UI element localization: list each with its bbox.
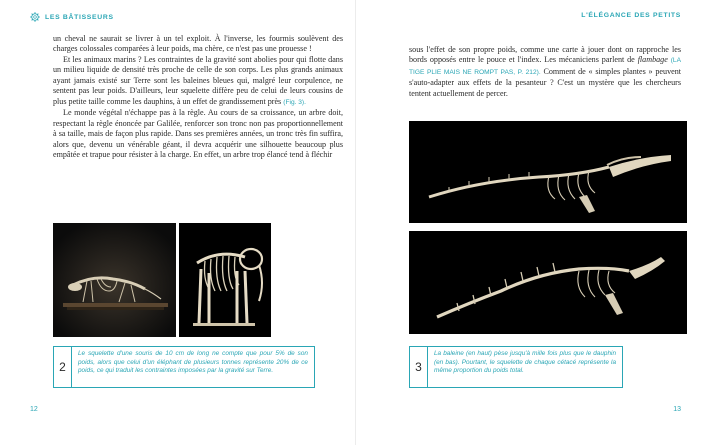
- dolphin-skeleton-photo: [409, 231, 687, 334]
- caption-text: La baleine (en haut) pèse jusqu'à mille fois plus que le dauphin (en bas). Pourtant, le squelette de chaque cétacé représente la même proportion du poids total.: [434, 350, 616, 375]
- left-running-header: [30, 12, 114, 22]
- caption-number: 2: [54, 347, 72, 387]
- page-number: 12: [30, 406, 38, 413]
- cross-reference[interactable]: (LA TIGE PLIE MAIS NE ROMPT PAS, P. 212).: [409, 57, 681, 76]
- mouse-skeleton-photo: [53, 223, 176, 337]
- right-body-text: [409, 45, 681, 99]
- section-title: LES BÂTISSEURS: [45, 13, 114, 21]
- left-body-text: [53, 34, 343, 160]
- paragraph: [409, 45, 681, 99]
- left-page: [0, 0, 355, 445]
- caption-number: 3: [410, 347, 428, 387]
- figure-reference[interactable]: (Fig. 3).: [283, 98, 306, 106]
- caption-text: Le squelette d'une souris de 10 cm de long ne compte que pour 5% de son poids, alors que celui d'un éléphant de plusieurs tonnes représente 20% de ce poids, ce qui traduit les contraintes imposées par la gravité sur Terre.: [78, 350, 308, 375]
- paragraph-text: sous l'effet de son propre poids, comme une carte à jouer dont on rapproche les bords opposés entre le pouce et l'index. Les mécaniciens parlent de: [409, 45, 681, 65]
- paragraph: [53, 55, 343, 108]
- technical-term: flambage: [637, 55, 668, 65]
- page-number: 13: [673, 406, 681, 413]
- whale-skeleton-photo: [409, 121, 687, 223]
- paragraph-text: Comment de « simples plantes » peuvent s'auto-adapter aux effets de la pesanteur ? C'est un mystère que les chercheurs tentent actuellement de percer.: [409, 66, 682, 98]
- figure-caption-2: [53, 346, 315, 388]
- right-running-header: L'ÉLÉGANCE DES PETITS: [581, 12, 681, 19]
- paragraph-text: Et les animaux marins ? Les contraintes de la gravité sont abolies pour qui flotte dans un milieu liquide de densité très proche de celle de son corps. Les plus grands animaux ayant jamais existé sur Terre sont les baleines bleues qui, malgré leur corpulence, ne sentent pas leur poids. D'ailleurs, leur squelette diffère peu de celui de leurs cousins de plus petite taille comme les dauphins, à un effet de grandissement près: [53, 54, 343, 106]
- figure-caption-3: [409, 346, 623, 388]
- gear-icon: [30, 12, 40, 22]
- paragraph: un cheval ne saurait se livrer à un tel exploit. À l'inverse, les fourmis soulèvent des charges colossales comparées à leur poids, ma chère, ce n'est pas une prouesse !: [53, 34, 343, 54]
- elephant-skeleton-photo: [179, 223, 271, 337]
- paragraph: Le monde végétal n'échappe pas à la règle. Au cours de sa croissance, un arbre doit, respectant la règle énoncée par Galilée, renforcer son tronc non pas proportionnellement à sa taille, mais de façon plus rapide. Dans ses premières années, un tronc très fin suffira, alors que, devenu un vénérable géant, il devra acquérir une silhouette beaucoup plus empâtée et trapue pour résister à la charge. En effet, un arbre trop élancé tend à fléchir: [53, 108, 343, 159]
